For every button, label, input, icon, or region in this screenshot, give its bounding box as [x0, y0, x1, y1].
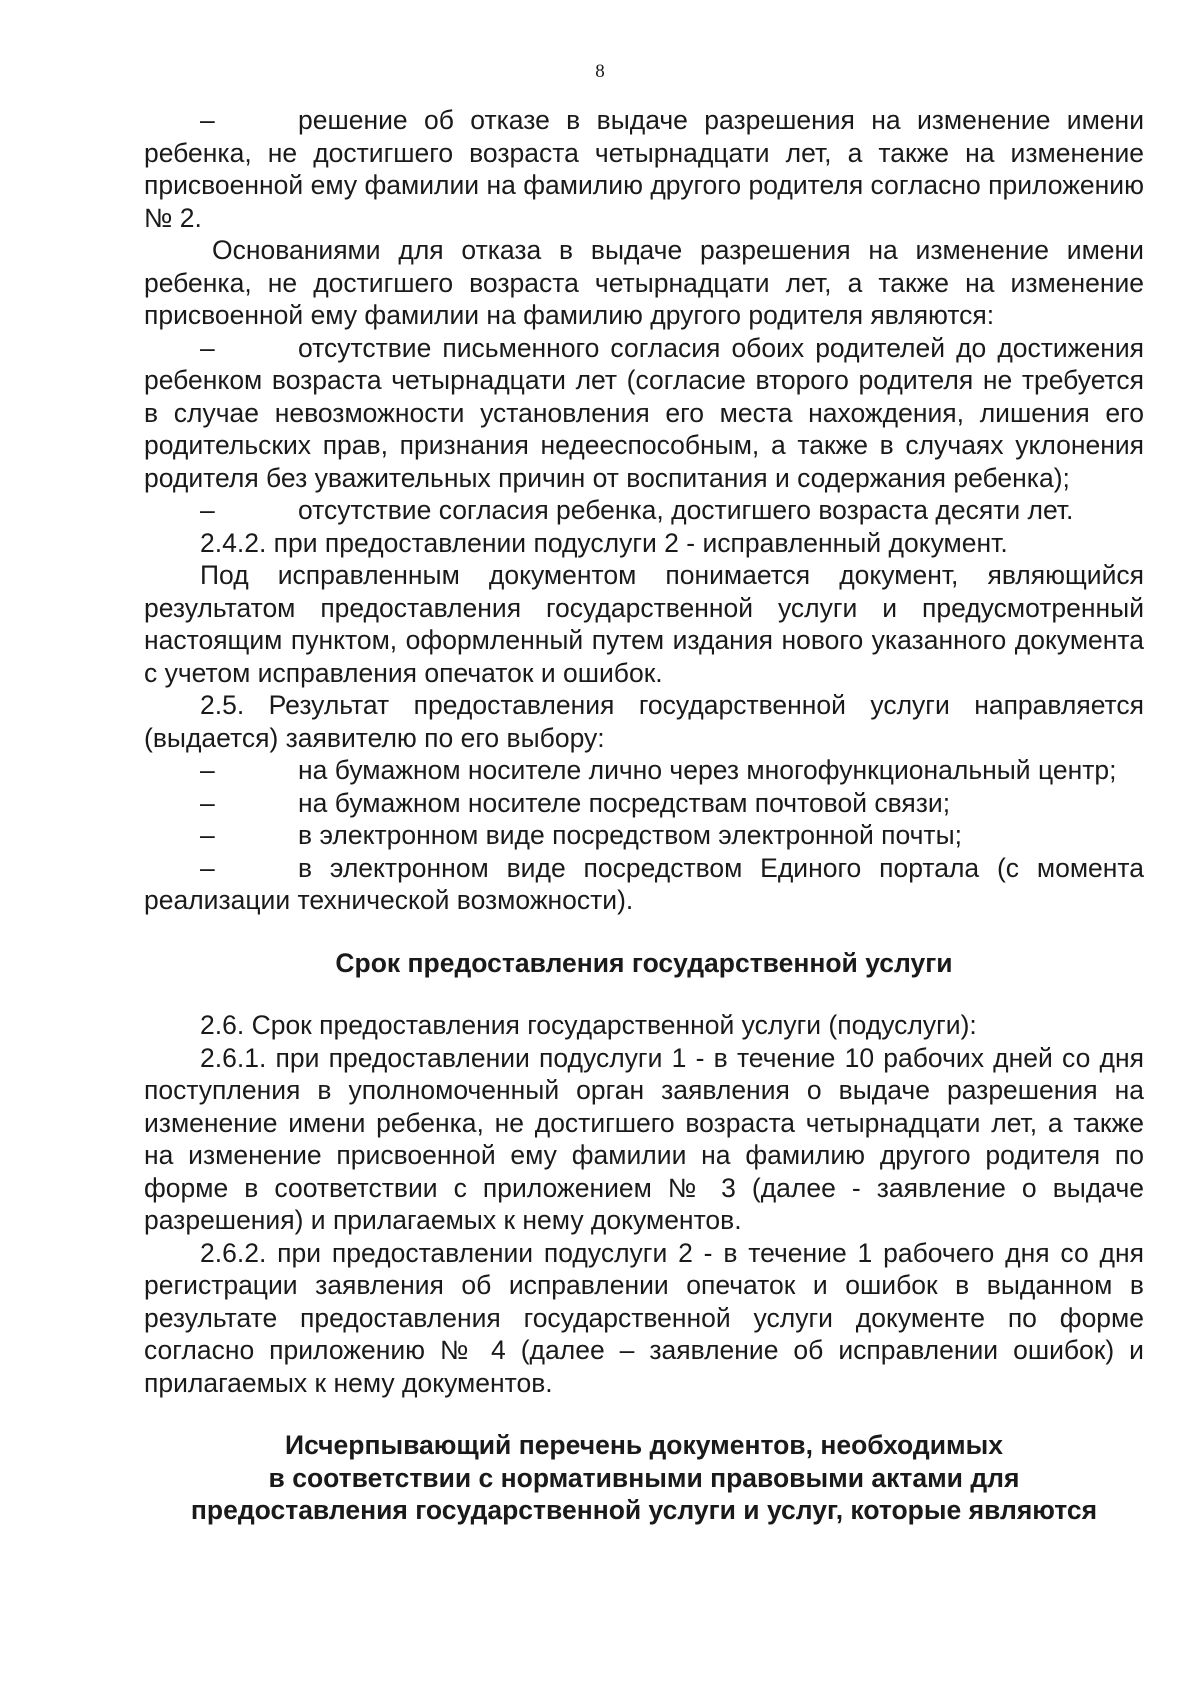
list-dash: – — [200, 495, 215, 525]
paragraph-corrected-document: Под исправленным документом понимается документ, являющийся результатом предоставления государственной услуги и предусмотренный настоящим пунктом, оформленный путем издания нового указанного документа с учетом исправления опечаток и ошибок. — [144, 560, 1144, 688]
paragraph-2-6-2: 2.6.2. при предоставлении подуслуги 2 - в течение 1 рабочего дня со дня регистрации заявления об исправлении опечаток и ошибок в выданном в результате предоставления государственной услуги документе по форме согласно приложению № 4 (далее – заявление об исправлении ошибок) и прилагаемых к нему документов. — [144, 1237, 1144, 1398]
paragraph-refusal-grounds: Основаниями для отказа в выдаче разрешения на изменение имени ребенка, не достигшего возраста четырнадцати лет, а также на изменение присвоенной ему фамилии на фамилию другого родителя являются: — [144, 235, 1144, 330]
page-number: 8 — [595, 61, 605, 82]
list-item-email — [144, 819, 1144, 852]
list-item-no-parent-consent — [144, 332, 1144, 495]
list-item-paper-post — [144, 787, 1144, 820]
list-dash: – — [200, 332, 215, 363]
page-body — [144, 104, 1144, 1527]
list-item-text: на бумажном носителе посредствам почтовой связи; — [298, 787, 951, 818]
list-dash: – — [200, 755, 215, 785]
list-item-text: в электронном виде посредством электронной почты; — [298, 820, 962, 850]
list-dash: – — [200, 820, 215, 850]
list-dash: – — [200, 105, 215, 135]
list-dash: – — [200, 787, 215, 818]
list-item-text: отсутствие письменного согласия обоих родителей до достижения ребенком возраста четырнадцати лет (согласие второго родителя не требуется в случае невозможности установления его места нахождения, лишения его родительских прав, признания недееспособным, а также в случаях уклонения родителя без уважительных причин от воспитания и содержания ребенка); — [144, 332, 1144, 493]
list-item-refusal-decision — [144, 104, 1144, 234]
heading-line: в соответствии с нормативными правовыми актами для — [268, 1462, 1020, 1493]
list-item-text: отсутствие согласия ребенка, достигшего возраста десяти лет. — [298, 495, 1074, 525]
list-item-text: решение об отказе в выдаче разрешения на изменение имени ребенка, не достигшего возраста четырнадцати лет, а также на изменение присвоенной ему фамилии на фамилию другого родителя согласно приложению № 2. — [144, 105, 1144, 233]
heading-line: Исчерпывающий перечень документов, необходимых — [285, 1430, 1003, 1460]
paragraph-2-5: 2.5. Результат предоставления государственной услуги направляется (выдается) заявителю по его выбору: — [144, 690, 1144, 753]
heading-line: предоставления государственной услуги и услуг, которые являются — [190, 1495, 1098, 1525]
list-item-paper-mfc — [144, 754, 1144, 787]
list-item-text: на бумажном носителе лично через многофункциональный центр; — [298, 755, 1117, 785]
list-dash: – — [200, 852, 215, 883]
list-item-portal — [144, 852, 1144, 917]
paragraph-2-6: 2.6. Срок предоставления государственной услуги (подуслуги): — [200, 1010, 977, 1040]
section-heading-documents — [144, 1429, 1144, 1527]
list-item-no-child-consent — [144, 494, 1144, 527]
paragraph-2-4-2: 2.4.2. при предоставлении подуслуги 2 - исправленный документ. — [200, 527, 1008, 558]
paragraph-2-6-1: 2.6.1. при предоставлении подуслуги 1 - в течение 10 рабочих дней со дня поступления в уполномоченный орган заявления о выдаче разрешения на изменение имени ребенка, не достигшего возраста четырнадцати лет, а также на изменение присвоенной ему фамилии на фамилию другого родителя по форме в соответствии с приложением № 3 (далее - заявление о выдаче разрешения) и прилагаемых к нему документов. — [144, 1042, 1144, 1235]
list-item-text: в электронном виде посредством Единого портала (с момента реализации технической возможности). — [144, 852, 1144, 915]
section-heading-term: Срок предоставления государственной услуги — [335, 947, 953, 978]
